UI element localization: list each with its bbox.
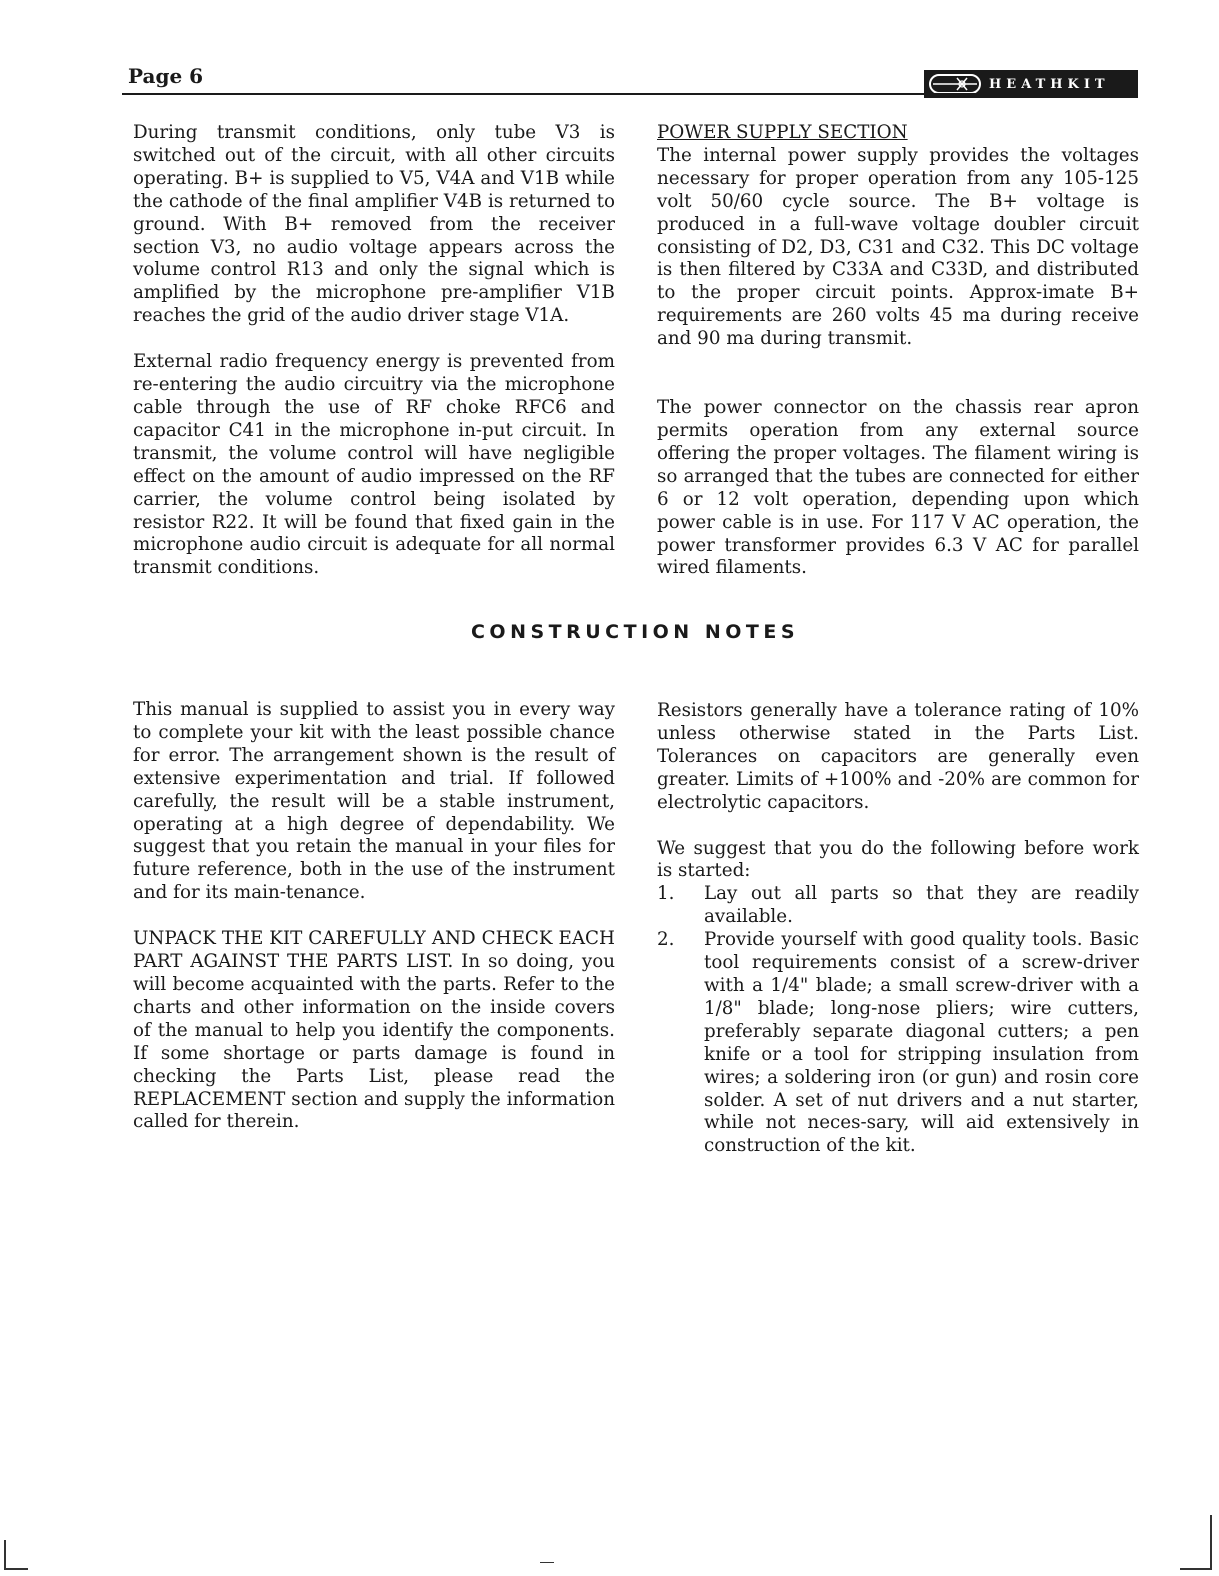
list-item xyxy=(657,929,1139,1158)
scan-bottom-mark xyxy=(540,1562,554,1563)
manual-intro-paragraph: This manual is supplied to assist you in every way to complete your kit with the least possible chance for error. The arrangement shown is the result of extensive experimentation and trial. If followed carefully, the result will be a stable instrument, operating at a high degree of dependability. We suggest that you retain the manual in your files for future reference, both in the use of the instrument and for its main-tenance. xyxy=(133,699,615,904)
header-rule xyxy=(122,93,1138,95)
unpack-kit-paragraph: UNPACK THE KIT CAREFULLY AND CHECK EACH PART AGAINST THE PARTS LIST. In so doing, you will become acquainted with the parts. Refer to the charts and other information on the inside covers of the manual to help you identify the components. If some shortage or parts damage is found in checking the Parts List, please read the REPLACEMENT section and supply the information called for therein. xyxy=(133,928,615,1133)
scan-corner-mark-right-base xyxy=(1180,1568,1210,1570)
page-number: Page 6 xyxy=(128,64,204,88)
scan-corner-mark-left xyxy=(4,1540,6,1570)
transmit-conditions-paragraph: During transmit conditions, only tube V3 is switched out of the circuit, with all other circuits operating. B+ is supplied to V5, V4A and V1B while the cathode of the final amplifier V4B is returned to ground. With B+ removed from the receiver section V3, no audio voltage appears across the volume control R13 and only the signal which is amplified by the microphone pre-amplifier V1B reaches the grid of the audio driver stage V1A. xyxy=(133,122,615,327)
scan-corner-mark-left-base xyxy=(4,1568,28,1570)
right-column-top xyxy=(657,122,1139,580)
before-work-paragraph: We suggest that you do the following before work is started: xyxy=(657,837,1139,882)
right-column-bottom xyxy=(657,700,1139,1158)
step-text: Lay out all parts so that they are readily available. xyxy=(704,883,1139,928)
power-connector-paragraph: The power connector on the chassis rear apron permits operation from any external source offering the proper voltages. The filament wiring is so arranged that the tubes are connected for either 6 or 12 volt operation, depending upon which power cable is in use. For 117 V AC operation, the power transformer provides 6.3 V AC for parallel wired filaments. xyxy=(657,397,1139,579)
left-column-top xyxy=(133,122,615,580)
step-text: Provide yourself with good quality tools. Basic tool requirements consist of a screw-driver with a 1/4" blade; a small screw-driver with a 1/8" blade; long-nose pliers; wire cutters, preferably separate diagonal cutters; a pen knife or a tool for stripping insulation from wires; a soldering iron (or gun) and rosin core solder. A set of nut drivers and a nut starter, while not neces-sary, will aid extensively in construction of the kit. xyxy=(704,929,1139,1157)
preparation-steps-list xyxy=(657,883,1139,1158)
power-supply-heading: POWER SUPPLY SECTION xyxy=(657,122,908,143)
step-number: 1. xyxy=(657,883,675,905)
power-supply-paragraph: The internal power supply provides the voltages necessary for proper operation from any 105-125 volt 50/60 cycle source. The B+ voltage is produced in a full-wave voltage doubler circuit consisting of D2, D3, C31 and C32. This DC voltage is then filtered by C33A and C33D, and distributed to the proper circuit points. Approx-imate B+ requirements are 260 volts 45 ma during receive and 90 ma during transmit. xyxy=(657,144,1139,350)
brand-name: HEATHKIT xyxy=(989,76,1110,92)
resistor-tolerance-paragraph: Resistors generally have a tolerance rating of 10% unless otherwise stated in the Parts List. Tolerances on capacitors are generally even greater. Limits of +100% and -20% are common for electrolytic capacitors. xyxy=(657,700,1139,813)
heathkit-emblem-icon xyxy=(929,74,981,94)
step-number: 2. xyxy=(657,929,675,951)
list-item xyxy=(657,883,1139,929)
construction-notes-title: CONSTRUCTION NOTES xyxy=(470,621,800,643)
scan-corner-mark-right xyxy=(1210,1515,1212,1570)
left-column-bottom xyxy=(133,699,615,1134)
rf-energy-paragraph: External radio frequency energy is prevented from re-entering the audio circuitry via the microphone cable through the use of RF choke RFC6 and capacitor C41 in the microphone in-put circuit. In transmit, the volume control will have negligible effect on the amount of audio impressed on the RF carrier, the volume control being isolated by resistor R22. It will be found that fixed gain in the microphone audio circuit is adequate for all normal transmit conditions. xyxy=(133,351,615,579)
